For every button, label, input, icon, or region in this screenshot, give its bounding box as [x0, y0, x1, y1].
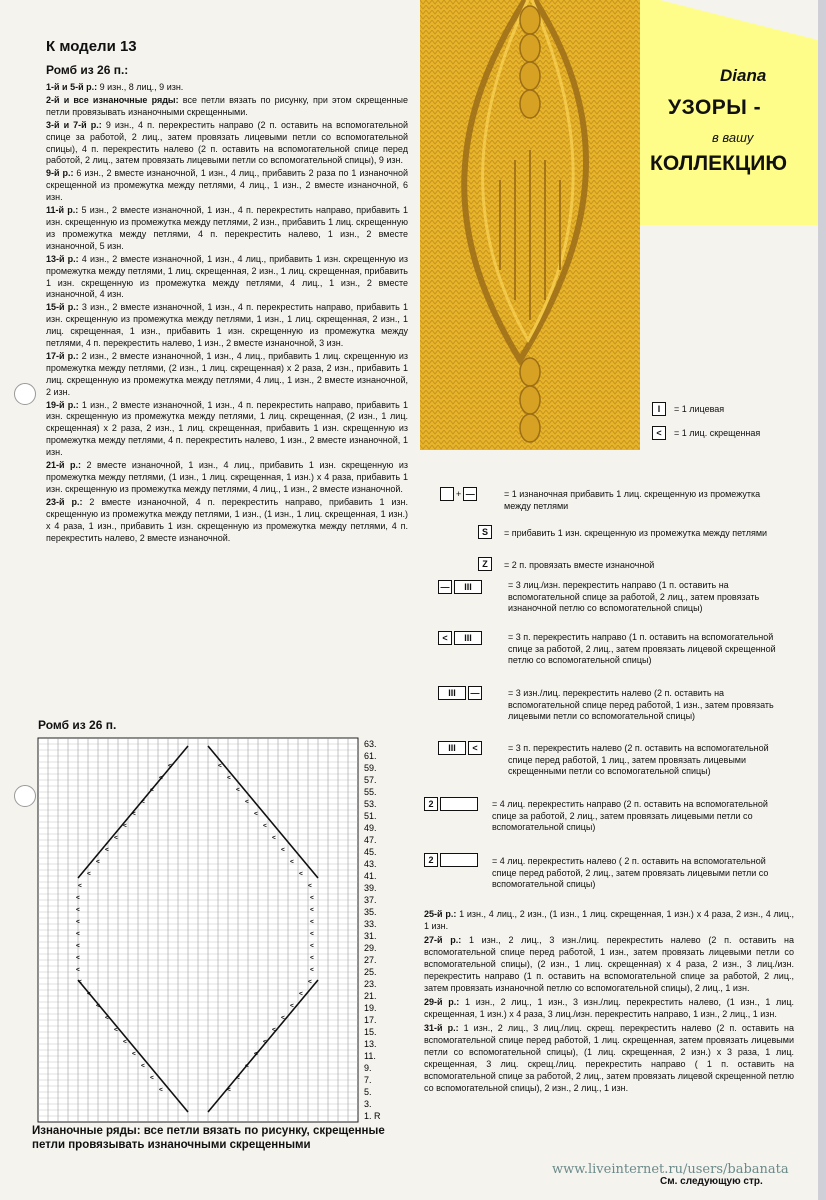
- row-number: 23.: [364, 979, 377, 989]
- row-number: 21.: [364, 991, 377, 1001]
- legend-symbol-c4l: 2: [424, 853, 478, 867]
- chart-symbol: <: [132, 1050, 136, 1058]
- chart-symbol: <: [87, 990, 91, 998]
- row-text: 4 изн., 2 вместе изнаночной, 1 изн., 4 лиц., прибавить 1 изн. скрещенную из промежутка между петлями, 1 лиц. скрещенная, 2 изн., 1 лиц. скрещенная, прибавить 1 изн. скрещенную из промежутка между петлями, 4 лиц., 1 изн., 2 вместе изнаночной, 4 изн.: [46, 253, 408, 300]
- knitting-chart-grid: [34, 734, 394, 1124]
- chart-symbol: <: [76, 906, 80, 914]
- instruction-row: [46, 302, 408, 350]
- rhomb-title: Ромб из 26 п.:: [46, 63, 129, 77]
- row-number: 49.: [364, 823, 377, 833]
- chart-symbol: <: [159, 774, 163, 782]
- row-label: 3-й и 7-й р.:: [46, 119, 102, 130]
- legend-symbol-c3l-purl: III —: [438, 686, 482, 700]
- chart-symbol: <: [87, 870, 91, 878]
- page-title-line2: в вашу: [712, 130, 754, 145]
- brand-name: Diana: [720, 66, 767, 85]
- row-text: 1 изн., 2 лиц., 3 изн./лиц. перекрестить налево (2 п. оставить на вспомогательной спице перед работой, 1 изн., затем провязать лицевыми петли со вспомогательной спицы), (2 изн., 1 лиц. скрещенная) x 4 раза, 2 изн., 3 лиц./изн. перекрестить направо (1 п. оставить на вспомогательной спице за работой, 2 лиц., затем провязать изнаночной петлю со вспомогательной спицы), 2 лиц., 1 изн.: [424, 935, 794, 993]
- page-title-line3: КОЛЛЕКЦИЮ: [650, 152, 788, 175]
- instruction-row: [46, 95, 408, 119]
- row-text: 9 изн., 8 лиц., 9 изн.: [97, 82, 184, 92]
- chart-symbol: <: [78, 882, 82, 890]
- chart-symbol: <: [218, 762, 222, 770]
- chart-symbol: <: [159, 1086, 163, 1094]
- instructions-continued: [424, 908, 794, 1096]
- row-text: 3 изн., 2 вместе изнаночной, 1 изн., 4 п. перекрестить направо, прибавить 1 изн. скрещенную из промежутка между петлями, 1 изн., 1 лиц. скрещенная, 2 изн., 1 лиц. скрещенная, 1 изн., прибавить 1 изн. скрещенную из промежутка между петлями, 4 п. перекрестить налево, 1 изн., 2 вместе изнаночной, 3 изн.: [46, 302, 408, 349]
- legend-knit-tbl: = 1 лиц. скрещенная: [674, 428, 761, 438]
- chart-symbol: <: [281, 1014, 285, 1022]
- instruction-row: [46, 205, 408, 253]
- chart-symbol: <: [78, 978, 82, 986]
- row-label: 31-й р.:: [424, 1023, 459, 1033]
- knitting-chart: [34, 734, 394, 1129]
- chart-symbol: <: [227, 1086, 231, 1094]
- chart-symbol: <: [76, 966, 80, 974]
- row-text: 6 изн., 2 вместе изнаночной, 1 изн., 4 лиц., прибавить 2 раза по 1 изнаночной скрещенной из промежутка между петлями, 4 лиц., 1 изн., 2 вместе изнаночной, 6 изн.: [46, 168, 408, 203]
- chart-symbol: <: [76, 894, 80, 902]
- chart-symbol: <: [310, 966, 314, 974]
- binder-hole: [14, 383, 36, 405]
- row-number: 47.: [364, 835, 377, 845]
- chart-symbol: <: [76, 918, 80, 926]
- legend-c3l-purl: = 3 изн./лиц. перекрестить налево (2 п. оставить на вспомогательной спице перед работой, 1 изн., затем провязать лицевыми петли со вспомогательной спицы): [508, 688, 774, 721]
- chart-symbol: <: [310, 954, 314, 962]
- chart-symbol: <: [96, 1002, 100, 1010]
- chart-symbol: <: [310, 894, 314, 902]
- chart-symbol: <: [308, 978, 312, 986]
- chart-symbol: <: [263, 1038, 267, 1046]
- legend-symbol-c4r-purl: — III: [438, 580, 482, 594]
- chart-symbol: <: [76, 954, 80, 962]
- row-number: 43.: [364, 859, 377, 869]
- model-title: К модели 13: [46, 38, 137, 55]
- instruction-row: [46, 82, 408, 94]
- row-number: 19.: [364, 1003, 377, 1013]
- chart-symbol: <: [132, 810, 136, 818]
- chart-symbol: <: [236, 786, 240, 794]
- row-number: 11.: [364, 1051, 376, 1061]
- instruction-row: [424, 1022, 794, 1094]
- chart-symbol: <: [227, 774, 231, 782]
- row-label: 2-й и все изнаночные ряды:: [46, 94, 179, 105]
- row-number: 45.: [364, 847, 377, 857]
- row-text: все петли вязать по рисунку, при этом скрещенные петли провязывать изнаночными скрещенными.: [46, 94, 408, 117]
- legend-c3r-tbl: = 3 п. перекрестить направо (1 п. оставить на вспомогательной спице за работой, 2 лиц., затем провязать лицевой скрещенной петлю со вспомогательной спицы): [508, 632, 776, 665]
- watermark: www.liveinternet.ru/users/babanata: [552, 1162, 789, 1177]
- instruction-row: [46, 351, 408, 399]
- row-label: 15-й р.:: [46, 302, 79, 313]
- chart-symbol: <: [76, 930, 80, 938]
- chart-symbol: <: [245, 1062, 249, 1070]
- legend-c4r: = 4 лиц. перекрестить направо (2 п. оставить на вспомогательной спице за работой, 2 лиц., затем провязать лицевыми петли со вспомогательной спицы): [492, 799, 768, 832]
- legend-inc-purl: = прибавить 1 изн. скрещенную из промежутка между петлями: [504, 528, 768, 538]
- row-text: 5 изн., 2 вместе изнаночной, 1 изн., 4 п. перекрестить направо, прибавить 1 изн. скрещенную из промежутка между петлями, 2 изн., прибавить 1 лиц. скрещенную из промежутка между петлями, 4 п. перекрестить налево, 1 изн., 2 вместе изнаночной, 5 изн.: [46, 205, 409, 251]
- row-label: 23-й р.:: [46, 496, 83, 507]
- see-next-page: См. следующую стр.: [660, 1176, 763, 1187]
- instruction-row: [46, 168, 408, 204]
- row-number: 51.: [364, 811, 377, 821]
- chart-symbol: <: [96, 858, 100, 866]
- chart-symbol: <: [290, 858, 294, 866]
- row-label: 13-й р.:: [46, 253, 79, 264]
- row-label: 17-й р.:: [46, 350, 79, 361]
- row-number: 15.: [364, 1027, 377, 1037]
- chart-symbol: <: [114, 1026, 118, 1034]
- legend-symbol-inc-purl: S: [478, 525, 492, 539]
- row-number: 37.: [364, 895, 377, 905]
- legend-c3l-tbl: = 3 п. перекрестить налево (2 п. оставить на вспомогательной спице перед работой, 1 лиц., затем провязать лицевыми скрещенными петли со вспомогательной спицы): [508, 743, 769, 776]
- legend-c4l: = 4 лиц. перекрестить налево ( 2 п. оставить на вспомогательной спице перед работой, 2 лиц., затем провязать лицевыми петли со вспомогательной спицы): [492, 856, 769, 889]
- chart-symbol: <: [299, 870, 303, 878]
- chart-symbol: <: [150, 786, 154, 794]
- row-text: 9 изн., 4 п. перекрестить направо (2 п. оставить на вспомогательной спице за работой, 2 лиц., затем провязать лицевыми петли со вспомогательной спицы), 4 п. перекрестить налево (2 п. оставить на вспомогательной спице перед работой, 2 лиц., затем провязать лицевыми петли со вспомогательной спицы), 9 изн.: [46, 119, 408, 166]
- row-text: 1 изн., 2 лиц., 3 лиц./лиц. скрещ. перекрестить налево (2 п. оставить на вспомогательной спице перед работой, 1 лиц. скрещенная, затем провязать лицевыми петли со вспомогательной спицы), (1 лиц. скрещенная, 2 изн.) x 3 раза, 1 лиц. скрещенная, 3 лиц. скрещ./лиц. перекрестить направо ( 1 п. оставить на вспомогательной спице за работой, 2 лиц., затем провязать лицевой скрещенной петлю со вспомогательной спицы), 2 изн., 2 лиц., 1 изн.: [424, 1023, 794, 1093]
- row-number: 59.: [364, 763, 377, 773]
- row-number: 35.: [364, 907, 377, 917]
- chart-symbol: <: [281, 846, 285, 854]
- row-number: 61.: [364, 751, 377, 761]
- legend-symbol-knit-tbl: <: [652, 426, 666, 440]
- chart-symbol: <: [310, 906, 314, 914]
- chart-symbol: <: [310, 930, 314, 938]
- row-label: 1-й и 5-й р.:: [46, 82, 98, 92]
- legend-p2tog: = 2 п. провязать вместе изнаночной: [504, 560, 655, 570]
- row-text: 1 изн., 4 лиц., 2 изн., (1 изн., 1 лиц. скрещенная, 1 изн.) x 4 раза, 2 изн., 4 лиц., 1 изн.: [424, 909, 794, 931]
- row-text: 2 изн., 2 вместе изнаночной, 1 изн., 4 лиц., прибавить 1 лиц. скрещенную из промежутка между петлями, (2 изн., 1 лиц. скрещенная) x 2 раза, 2 изн., прибавить 1 лиц. скрещенную из промежутка между петлями, 4 лиц., 1 изн., 2 вместе изнаночной, 2 изн.: [46, 350, 408, 397]
- instruction-row: [46, 497, 408, 545]
- row-label: 21-й р.:: [46, 460, 82, 471]
- chart-symbol: <: [114, 834, 118, 842]
- row-text: 1 изн., 2 лиц., 1 изн., 3 изн./лиц. перекрестить налево, (1 изн., 1 лиц. скрещенная, 1 изн.) x 4 раза, 3 лиц./изн. перекрестить направо, 1 изн., 2 лиц., 1 изн.: [424, 997, 794, 1019]
- row-label: 19-й р.:: [46, 399, 79, 410]
- row-number: 3.: [364, 1099, 372, 1109]
- page-title-line1: УЗОРЫ -: [668, 96, 762, 119]
- chart-symbol: <: [254, 810, 258, 818]
- chart-title: Ромб из 26 п.: [38, 718, 117, 732]
- instruction-row: [46, 400, 408, 460]
- row-number: 33.: [364, 919, 377, 929]
- chart-symbol: <: [105, 846, 109, 854]
- legend-symbol-p2tog: Z: [478, 557, 492, 571]
- chart-symbol: <: [254, 1050, 258, 1058]
- chart-symbol: <: [141, 1062, 145, 1070]
- chart-symbol: <: [272, 834, 276, 842]
- row-number: 41.: [364, 871, 377, 881]
- knit-sample-photo: [420, 0, 640, 450]
- row-text: 2 вместе изнаночной, 4 п. перекрестить направо, прибавить 1 изн. скрещенную из промежутка между петлями, 1 изн., (1 изн., 1 лиц. скрещенная, 1 изн.) x 4 раза, 1 изн., прибавить 1 изн. скрещенную из промежутка между петлями, 4 п. перекрестить налево, 2 вместе изнаночной.: [46, 496, 409, 543]
- row-number: 63.: [364, 739, 377, 749]
- legend-symbol-c3l-tbl: III <: [438, 741, 482, 755]
- chart-symbol: <: [263, 822, 267, 830]
- chart-symbol: <: [150, 1074, 154, 1082]
- legend-knit: = 1 лицевая: [674, 404, 725, 414]
- row-label: 25-й р.:: [424, 909, 457, 919]
- chart-symbol: <: [272, 1026, 276, 1034]
- chart-symbol: <: [168, 762, 172, 770]
- row-number: 1. R: [364, 1111, 381, 1121]
- row-number: 29.: [364, 943, 377, 953]
- instruction-row: [424, 996, 794, 1020]
- row-number: 17.: [364, 1015, 377, 1025]
- row-number: 31.: [364, 931, 377, 941]
- chart-symbol: <: [105, 1014, 109, 1022]
- chart-symbol: <: [310, 942, 314, 950]
- chart-symbol: <: [308, 882, 312, 890]
- row-number: 55.: [364, 787, 377, 797]
- row-text: 2 вместе изнаночной, 1 изн., 4 лиц., прибавить 1 изн. скрещенную из промежутка между петлями, (1 изн., 1 лиц. скрещенная, 1 изн.) x 4 раза, прибавить 1 изн. скрещенную из промежутка между петлями, 4 лиц., 1 изн., 2 вместе изнаночной.: [46, 460, 408, 494]
- instruction-row: [424, 934, 794, 994]
- instruction-row: [46, 254, 408, 302]
- instruction-row: [46, 120, 408, 168]
- chart-symbol: <: [290, 1002, 294, 1010]
- row-number: 27.: [364, 955, 377, 965]
- chart-symbol: <: [299, 990, 303, 998]
- row-label: 27-й р.:: [424, 935, 462, 945]
- row-number: 7.: [364, 1075, 372, 1085]
- legend-symbol-c3r-tbl: < III: [438, 631, 482, 645]
- instruction-row: [424, 908, 794, 932]
- legend-symbol-purl-inc: + —: [440, 487, 477, 501]
- row-number: 9.: [364, 1063, 372, 1073]
- chart-symbol: <: [123, 822, 127, 830]
- row-text: 1 изн., 2 вместе изнаночной, 1 изн., 4 п. перекрестить направо, прибавить 1 изн. скрещенную из промежутка между петлями, 1 лиц. скрещенная, (2 изн., 1 лиц. скрещенная) x 2 раза, 2 изн., 1 лиц. скрещенная, прибавить 1 изн. скрещенную из промежутка между петлями, 4 п. перекрестить налево, 1 изн., 2 вместе изнаночной, 1 изн.: [46, 399, 408, 458]
- chart-symbol: <: [141, 798, 145, 806]
- row-number: 25.: [364, 967, 377, 977]
- row-label: 9-й р.:: [46, 168, 74, 179]
- legend-purl-inc: = 1 изнаночная прибавить 1 лиц. скрещенную из промежутка между петлями: [504, 489, 761, 511]
- legend-symbol-c4r: 2: [424, 797, 478, 811]
- row-number: 39.: [364, 883, 377, 893]
- chart-symbol: <: [245, 798, 249, 806]
- chart-symbol: <: [76, 942, 80, 950]
- row-number: 53.: [364, 799, 377, 809]
- row-number: 13.: [364, 1039, 377, 1049]
- instruction-row: [46, 460, 408, 496]
- chart-symbol: <: [123, 1038, 127, 1046]
- legend-c4r-purl: = 3 лиц./изн. перекрестить направо (1 п. оставить на вспомогательной спице за работой, 2 лиц., затем провязать изнаночной петлю со вспомогательной спицы): [508, 580, 760, 613]
- row-number: 5.: [364, 1087, 372, 1097]
- page-edge: [818, 0, 826, 1200]
- chart-symbol: <: [236, 1074, 240, 1082]
- chart-symbol: <: [310, 918, 314, 926]
- row-label: 29-й р.:: [424, 997, 460, 1007]
- legend-symbol-knit: I: [652, 402, 666, 416]
- instructions: [46, 82, 408, 545]
- row-label: 11-й р.:: [46, 205, 79, 216]
- row-number: 57.: [364, 775, 377, 785]
- binder-hole: [14, 785, 36, 807]
- chart-note: Изнаночные ряды: все петли вязать по рисунку, скрещенные петли провязывать изнаночными скрещенными: [32, 1125, 385, 1151]
